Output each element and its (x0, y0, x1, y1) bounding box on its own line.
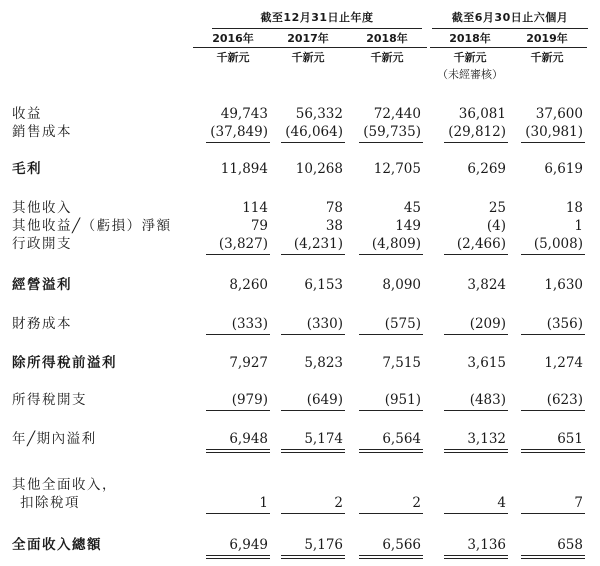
single-underline (521, 142, 585, 143)
double-underline (359, 449, 423, 453)
row-value: 8,260 (229, 277, 268, 293)
row-value: 6,619 (544, 161, 583, 177)
single-underline (206, 334, 270, 335)
table-row (0, 354, 600, 372)
row-value: (29,812) (448, 124, 506, 140)
row-label: 經營溢利 (12, 277, 72, 293)
row-value: 72,440 (373, 106, 421, 122)
row-label: 收益 (12, 106, 42, 122)
row-value: (623) (546, 392, 583, 408)
row-value: 658 (557, 537, 583, 553)
row-label: 年╱期內溢利 (12, 431, 97, 447)
single-underline (359, 334, 423, 335)
column-note-4: （未經審核） (437, 68, 503, 81)
single-underline (206, 513, 270, 514)
row-value: 18 (565, 200, 583, 216)
single-underline (444, 254, 508, 255)
single-underline (359, 142, 423, 143)
table-row (0, 391, 600, 409)
row-value: 45 (403, 200, 421, 216)
column-year-5: 2019年 (507, 31, 587, 48)
table-row (0, 315, 600, 333)
row-value: 6,949 (229, 537, 268, 553)
row-value: (59,735) (363, 124, 421, 140)
row-label: 其他全面收入， (12, 477, 117, 493)
column-year-3: 2018年 (347, 31, 427, 48)
row-value: (4,231) (293, 236, 343, 252)
row-label: 扣除稅項 (20, 495, 80, 511)
double-underline (206, 449, 270, 453)
row-value: (209) (469, 316, 506, 332)
column-unit-3: 千新元 (370, 51, 404, 64)
single-underline (359, 410, 423, 411)
row-value: (330) (306, 316, 343, 332)
row-value: 79 (250, 218, 268, 234)
table-row (0, 160, 600, 178)
row-label: 其他收益╱（虧損）淨額 (12, 218, 172, 234)
row-value: 5,176 (304, 537, 343, 553)
double-underline (359, 555, 423, 559)
single-underline (521, 513, 585, 514)
row-label: 銷售成本 (12, 124, 72, 140)
row-value: (4) (486, 218, 506, 234)
row-value: 25 (488, 200, 506, 216)
half-year-period-header: 截至6月30日止六個月 (432, 9, 588, 29)
row-label: 所得稅開支 (12, 392, 87, 408)
row-value: 7 (574, 495, 583, 511)
row-value: 1,630 (544, 277, 583, 293)
row-label: 其他收入 (12, 200, 72, 216)
row-value: (37,849) (210, 124, 268, 140)
row-label: 行政開支 (12, 236, 72, 252)
row-value: 11,894 (220, 161, 268, 177)
table-row (0, 536, 600, 554)
column-unit-5: 千新元 (530, 51, 564, 64)
row-value: (483) (469, 392, 506, 408)
row-value: 3,136 (467, 537, 506, 553)
single-underline (521, 254, 585, 255)
row-value: 1 (574, 218, 583, 234)
double-underline (521, 555, 585, 559)
single-underline (206, 254, 270, 255)
annual-period-header: 截至12月31日止年度 (212, 9, 422, 29)
table-row (0, 494, 600, 512)
single-underline (359, 254, 423, 255)
table-row (0, 276, 600, 294)
row-value: 37,600 (535, 106, 583, 122)
row-value: 8,090 (382, 277, 421, 293)
row-value: 12,705 (373, 161, 421, 177)
column-year-4: 2018年 (430, 31, 510, 48)
single-underline (444, 142, 508, 143)
single-underline (206, 142, 270, 143)
row-value: 7,927 (229, 355, 268, 371)
row-value: 7,515 (382, 355, 421, 371)
row-value: (356) (546, 316, 583, 332)
row-value: 3,132 (467, 431, 506, 447)
row-value: 651 (557, 431, 583, 447)
row-value: 6,269 (467, 161, 506, 177)
row-value: 38 (325, 218, 343, 234)
table-row (0, 217, 600, 235)
single-underline (444, 410, 508, 411)
double-underline (206, 555, 270, 559)
single-underline (444, 513, 508, 514)
row-value: 1 (259, 495, 268, 511)
table-row (0, 235, 600, 253)
table-row (0, 199, 600, 217)
row-value: (951) (384, 392, 421, 408)
row-value: 6,566 (382, 537, 421, 553)
single-underline (281, 410, 345, 411)
double-underline (444, 555, 508, 559)
row-value: 149 (395, 218, 421, 234)
row-value: (333) (231, 316, 268, 332)
row-value: (5,008) (533, 236, 583, 252)
row-value: 3,615 (467, 355, 506, 371)
row-value: (2,466) (456, 236, 506, 252)
single-underline (521, 410, 585, 411)
single-underline (281, 513, 345, 514)
single-underline (521, 334, 585, 335)
row-value: 10,268 (295, 161, 343, 177)
row-value: 56,332 (295, 106, 343, 122)
row-label: 除所得稅前溢利 (12, 355, 117, 371)
row-value: 6,153 (304, 277, 343, 293)
row-label: 毛利 (12, 161, 42, 177)
row-value: 114 (242, 200, 268, 216)
row-value: 5,174 (304, 431, 343, 447)
column-year-2: 2017年 (268, 31, 348, 48)
row-value: (30,981) (525, 124, 583, 140)
row-value: (979) (231, 392, 268, 408)
double-underline (521, 449, 585, 453)
row-value: (46,064) (285, 124, 343, 140)
row-value: 3,824 (467, 277, 506, 293)
row-value: 4 (497, 495, 506, 511)
row-value: (575) (384, 316, 421, 332)
double-underline (281, 555, 345, 559)
double-underline (281, 449, 345, 453)
row-value: 6,948 (229, 431, 268, 447)
row-value: 1,274 (544, 355, 583, 371)
single-underline (359, 513, 423, 514)
table-row (0, 476, 600, 494)
table-row (0, 123, 600, 141)
double-underline (444, 449, 508, 453)
single-underline (281, 142, 345, 143)
column-unit-1: 千新元 (216, 51, 250, 64)
row-value: 36,081 (458, 106, 506, 122)
row-value: 5,823 (304, 355, 343, 371)
table-row (0, 430, 600, 448)
table-row (0, 105, 600, 123)
row-value: (4,809) (371, 236, 421, 252)
column-year-1: 2016年 (193, 31, 273, 48)
row-label: 財務成本 (12, 316, 72, 332)
row-label: 全面收入總額 (12, 537, 102, 553)
single-underline (281, 254, 345, 255)
row-value: 78 (325, 200, 343, 216)
single-underline (281, 334, 345, 335)
row-value: 2 (412, 495, 421, 511)
row-value: 2 (334, 495, 343, 511)
column-unit-2: 千新元 (291, 51, 325, 64)
column-unit-4: 千新元 (453, 51, 487, 64)
row-value: 49,743 (220, 106, 268, 122)
row-value: (649) (306, 392, 343, 408)
row-value: (3,827) (218, 236, 268, 252)
single-underline (206, 410, 270, 411)
single-underline (444, 334, 508, 335)
row-value: 6,564 (382, 431, 421, 447)
